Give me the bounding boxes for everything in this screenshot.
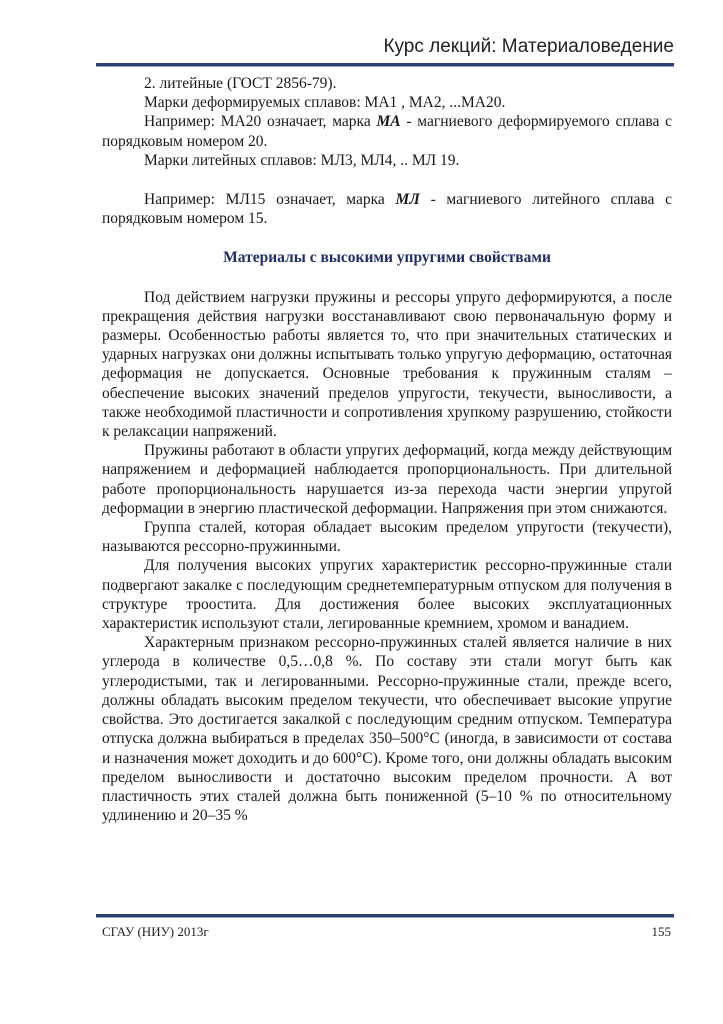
example-text-suffix: - магниевого деформируемого сплава с порядковым номером 20. <box>102 113 672 150</box>
paragraph-ml15-example <box>102 190 672 228</box>
body-paragraph: Для получения высоких упругих характеристик рессорно-пружинные стали подвергают закалке с последующим среднетемпературным отпуском для получения в структуре троостита. Для достижения более высоких эксплуатационных характеристик используют стали, легированные кремнием, хромом и ванадием. <box>102 557 672 633</box>
body-paragraph: Под действием нагрузки пружины и рессоры упруго деформируются, а после прекращения действия нагрузки восстанавливают свою первоначальную форму и размеры. Особенностью работы является то, что при значительных статических и ударных нагрузках они должны испытывать только упругую деформацию, остаточная деформация не допускается. Основные требования к пружинным сталям – обеспечение высоких значений пределов упругости, текучести, выносливости, а также необходимой пластичности и сопротивления хрупкому разрушению, стойкости к релаксации напряжений. <box>102 288 672 441</box>
body-paragraph: Характерным признаком рессорно-пружинных сталей является наличие в них углерода в количестве 0,5…0,8 %. По составу эти стали могут быть как углеродистыми, так и легированными. Рессорно-пружинные стали, прежде всего, должны обладать высоким пределом текучести, что обеспечивает высокие упругие свойства. Это достигается закалкой с последующим средним отпуском. Температура отпуска должна выбираться в пределах 350–500°С (иногда, в зависимости от состава и назначения может доходить и до 600°С). Кроме того, они должны обладать высоким пределом выносливости и достаточно высоким пределом прочности. А вот пластичность этих сталей должна быть пониженной (5–10 % по относительному удлинению и 20–35 % <box>102 634 673 825</box>
example-text-suffix: - магниевого литейного сплава с порядковым номером 15. <box>102 191 672 228</box>
grade-ma-emphasis: МА <box>376 113 401 131</box>
section-heading: Материалы с высокими упругими свойствами <box>223 249 551 267</box>
example-text-prefix: Например: МЛ15 означает, марка <box>144 191 396 209</box>
page-content <box>102 74 672 825</box>
paragraph-wrought-grades: Марки деформируемых сплавов: МА1 , МА2, ...МА20. <box>144 94 506 112</box>
paragraph-ma20-example <box>102 112 672 150</box>
header-divider <box>96 63 674 67</box>
body-paragraph: Группа сталей, которая обладает высоким пределом упругости (текучести), называются рессорно-пружинными. <box>102 519 672 556</box>
footer-divider <box>96 914 674 918</box>
page-number: 155 <box>651 924 671 939</box>
grade-ml-emphasis: МЛ <box>395 191 420 209</box>
header-title: Курс лекций: Материаловедение <box>383 36 674 57</box>
example-text-prefix: Например: МА20 означает, марка <box>144 113 377 131</box>
footer-institution: СГАУ (НИУ) 2013г <box>102 924 209 939</box>
paragraph-cast-grades: Марки литейных сплавов: МЛ3, МЛ4, .. МЛ 19. <box>144 151 460 169</box>
paragraph-gost: 2. литейные (ГОСТ 2856-79). <box>144 75 337 92</box>
body-paragraph: Пружины работают в области упругих деформаций, когда между действующим напряжением и деформацией наблюдается пропорциональность. При длительной работе пропорциональность нарушается из-за перехода части энергии упругой деформации в энергию пластической деформации. Напряжения при этом снижаются. <box>102 442 672 517</box>
